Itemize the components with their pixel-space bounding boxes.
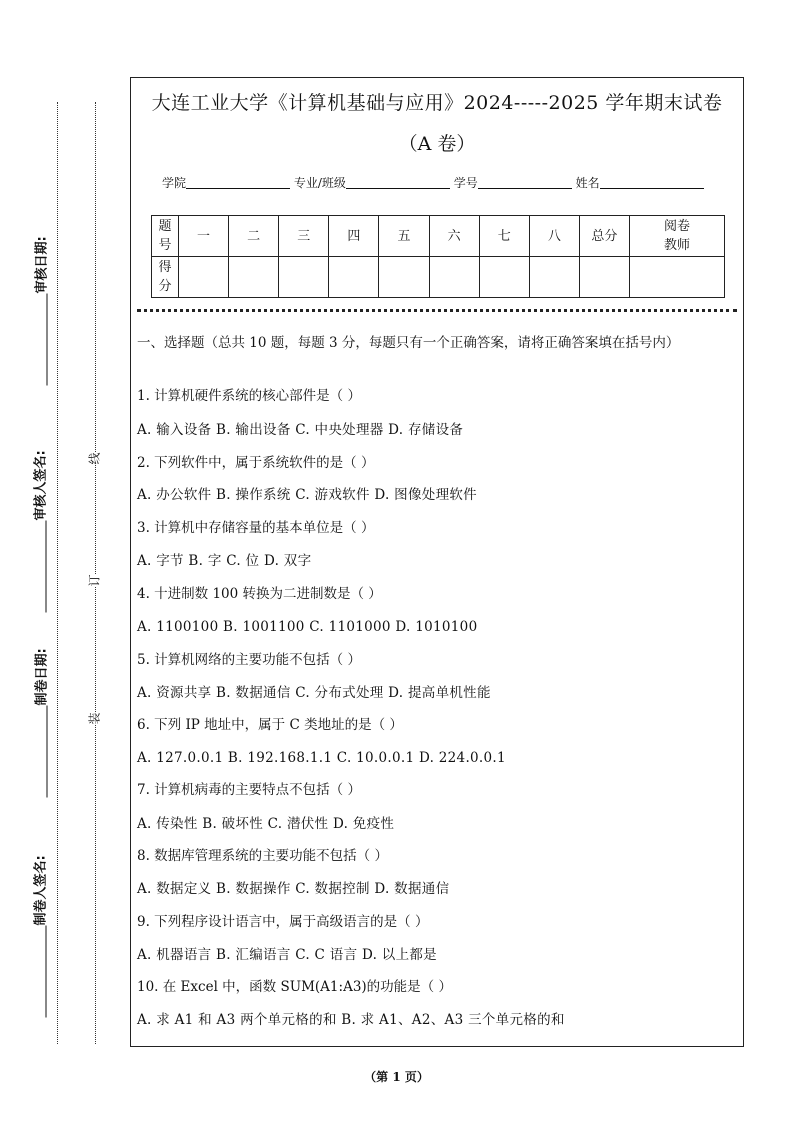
binding-mark-ding: 订 xyxy=(84,574,105,586)
column-header: 六 xyxy=(429,216,479,257)
column-header: 二 xyxy=(229,216,279,257)
question-1-options: A. 输入设备 B. 输出设备 C. 中央处理器 D. 存储设备 xyxy=(137,422,464,438)
major-class-label: 专业/班级 xyxy=(293,176,346,190)
score-table-score-row xyxy=(152,257,725,298)
question-1: 1. 计算机硬件系统的核心部件是（ ） xyxy=(137,388,361,404)
score-cell-reviewer[interactable] xyxy=(630,257,725,298)
question-9: 9. 下列程序设计语言中，属于高级语言的是（ ） xyxy=(137,914,429,930)
question-6-options: A. 127.0.0.1 B. 192.168.1.1 C. 10.0.0.1 D. 224.0.0.1 xyxy=(137,750,506,766)
question-5: 5. 计算机网络的主要功能不包括（ ） xyxy=(137,652,361,668)
section-heading: 一、选择题（总共 10 题，每题 3 分，每题只有一个正确答案，请将正确答案填在括号内） xyxy=(137,335,680,351)
student-id-field[interactable] xyxy=(478,176,572,189)
score-cell[interactable] xyxy=(229,257,279,298)
binding-mark-xian: 线 xyxy=(84,452,105,464)
exam-title: 大连工业大学《计算机基础与应用》2024-----2025 学年期末试卷 xyxy=(151,92,723,114)
review-date-blank xyxy=(47,294,48,386)
row-header-question: 题 号 xyxy=(152,216,179,257)
question-3: 3. 计算机中存储容量的基本单位是（ ） xyxy=(137,520,375,536)
question-10-options: A. 求 A1 和 A3 两个单元格的和 B. 求 A1、A2、A3 三个单元格的和 xyxy=(137,1012,565,1028)
question-4-options: A. 1100100 B. 1001100 C. 1101000 D. 1010100 xyxy=(137,619,478,635)
score-cell[interactable] xyxy=(529,257,579,298)
score-cell[interactable] xyxy=(179,257,229,298)
question-8: 8. 数据库管理系统的主要功能不包括（ ） xyxy=(137,848,388,864)
major-class-field[interactable] xyxy=(346,176,450,189)
row-header-score: 得 分 xyxy=(152,257,179,298)
compile-date-label: 制卷日期: xyxy=(31,680,50,800)
student-id-label: 学号 xyxy=(453,176,478,190)
question-2-options: A. 办公软件 B. 操作系统 C. 游戏软件 D. 图像处理软件 xyxy=(137,487,477,503)
binding-line-inner xyxy=(95,102,96,1044)
column-header-reviewer: 阅卷 教师 xyxy=(630,216,725,257)
column-header: 总分 xyxy=(579,216,629,257)
column-header: 八 xyxy=(529,216,579,257)
score-table-header-row xyxy=(152,216,725,257)
question-2: 2. 下列软件中，属于系统软件的是（ ） xyxy=(137,455,375,471)
dotted-separator xyxy=(137,309,737,312)
compiler-signature-blank xyxy=(46,926,47,1018)
question-3-options: A. 字节 B. 字 C. 位 D. 双字 xyxy=(137,553,312,569)
question-5-options: A. 资源共享 B. 数据通信 C. 分布式处理 D. 提高单机性能 xyxy=(137,685,491,701)
column-header: 五 xyxy=(379,216,429,257)
page-number: （第 1 页） xyxy=(364,1070,429,1084)
score-cell[interactable] xyxy=(379,257,429,298)
question-10: 10. 在 Excel 中，函数 SUM(A1:A3)的功能是（ ） xyxy=(137,979,452,995)
score-table xyxy=(151,215,725,298)
binding-mark-zhuang: 装 xyxy=(84,712,105,724)
column-header: 一 xyxy=(179,216,229,257)
compile-date-blank xyxy=(47,706,48,798)
column-header: 四 xyxy=(329,216,379,257)
name-field[interactable] xyxy=(600,176,704,189)
score-cell[interactable] xyxy=(429,257,479,298)
question-7: 7. 计算机病毒的主要特点不包括（ ） xyxy=(137,782,361,798)
student-info-line xyxy=(162,174,704,191)
question-6: 6. 下列 IP 地址中，属于 C 类地址的是（ ） xyxy=(137,717,403,733)
score-cell[interactable] xyxy=(279,257,329,298)
question-4: 4. 十进制数 100 转换为二进制数是（ ） xyxy=(137,586,382,602)
review-date-label: 审核日期: xyxy=(31,268,50,388)
reviewer-signature-label: 审核人签名: xyxy=(30,485,49,615)
exam-frame xyxy=(130,77,744,1047)
compiler-signature-label: 制卷人签名: xyxy=(30,890,49,1020)
reviewer-signature-blank xyxy=(46,521,47,613)
binding-line-outer xyxy=(57,102,58,1044)
column-header: 七 xyxy=(479,216,529,257)
name-label: 姓名 xyxy=(575,176,600,190)
question-9-options: A. 机器语言 B. 汇编语言 C. C 语言 D. 以上都是 xyxy=(137,947,437,963)
score-cell[interactable] xyxy=(579,257,629,298)
score-cell[interactable] xyxy=(479,257,529,298)
question-8-options: A. 数据定义 B. 数据操作 C. 数据控制 D. 数据通信 xyxy=(137,881,450,897)
column-header: 三 xyxy=(279,216,329,257)
college-label: 学院 xyxy=(162,176,187,190)
exam-subtitle: （A 卷） xyxy=(398,133,476,155)
score-cell[interactable] xyxy=(329,257,379,298)
question-7-options: A. 传染性 B. 破坏性 C. 潜伏性 D. 免疫性 xyxy=(137,816,395,832)
college-field[interactable] xyxy=(186,176,290,189)
